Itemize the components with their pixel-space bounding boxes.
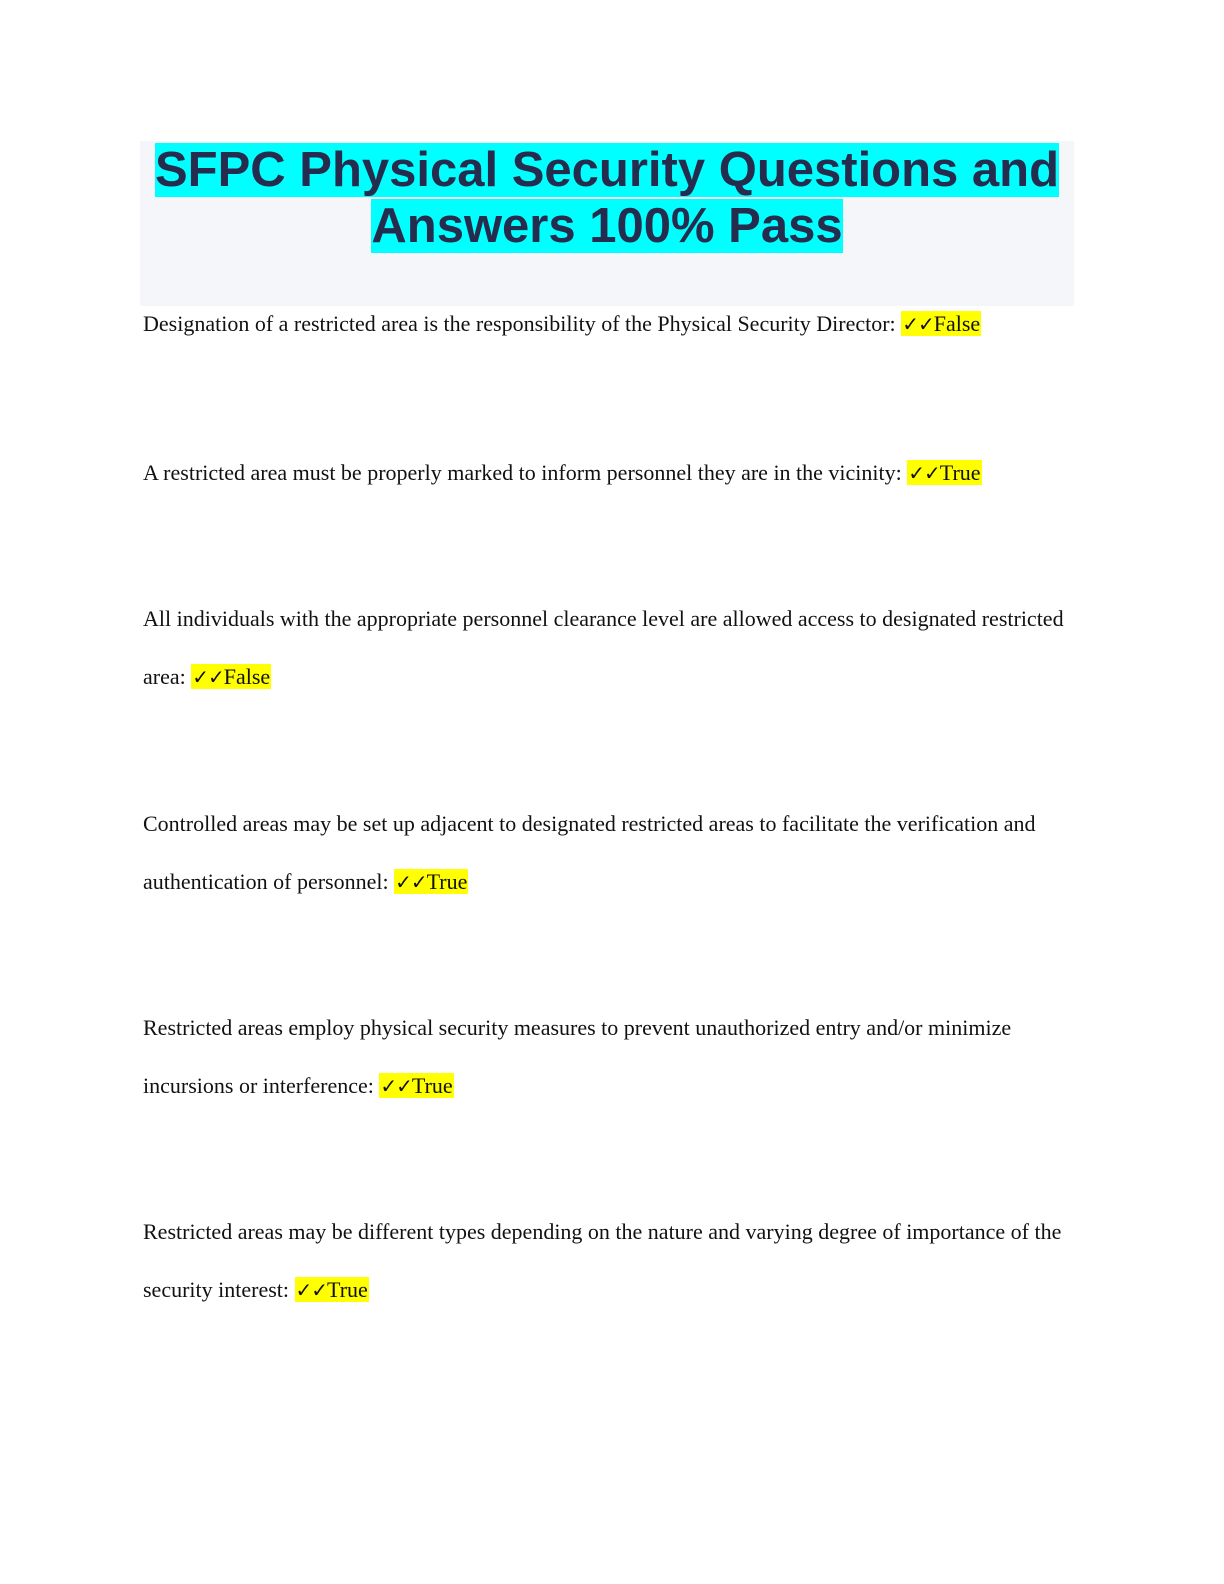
- question-text: Restricted areas employ physical security measures to prevent unauthorized entry and/or minimize incursions or interference:: [143, 1015, 1012, 1098]
- double-check-icon: ✓✓: [192, 665, 224, 689]
- question-text: Designation of a restricted area is the responsibility of the Physical Security Director:: [143, 311, 902, 336]
- qa-item-4: [143, 795, 1083, 911]
- qa-item-1: [143, 295, 1083, 353]
- double-check-icon: ✓✓: [380, 1074, 412, 1098]
- title-box: [140, 141, 1074, 306]
- answer-text: True: [426, 869, 468, 894]
- answer-highlight: [901, 311, 981, 336]
- answer-text: True: [939, 460, 981, 485]
- double-check-icon: ✓✓: [395, 870, 427, 894]
- answer-highlight: [379, 1073, 453, 1098]
- qa-item-2: [143, 444, 1083, 502]
- question-text: A restricted area must be properly marked to inform personnel they are in the vicinity:: [143, 460, 908, 485]
- question-text: Controlled areas may be set up adjacent to designated restricted areas to facilitate the verification and authentication of personnel:: [143, 811, 1036, 894]
- qa-item-5: [143, 999, 1083, 1115]
- double-check-icon: ✓✓: [295, 1278, 328, 1302]
- page-title-text: SFPC Physical Security Questions and Answers 100% Pass: [154, 143, 1060, 253]
- qa-item-3: [143, 590, 1083, 706]
- answer-highlight: [907, 460, 981, 485]
- double-check-icon: ✓✓: [902, 312, 934, 336]
- answer-highlight: [191, 664, 271, 689]
- page-title: [140, 141, 1074, 254]
- answer-text: False: [223, 664, 271, 689]
- question-text: All individuals with the appropriate personnel clearance level are allowed access to designated restricted area:: [143, 606, 1064, 689]
- answer-highlight: [394, 869, 468, 894]
- double-check-icon: ✓✓: [908, 461, 940, 485]
- answer-text: False: [933, 311, 981, 336]
- answer-text: True: [411, 1073, 453, 1098]
- answer-text: True: [327, 1277, 368, 1302]
- answer-highlight: [295, 1277, 369, 1302]
- question-text: Restricted areas may be different types depending on the nature and varying degree of importance of the security interest:: [143, 1219, 1062, 1302]
- qa-item-6: [143, 1203, 1083, 1319]
